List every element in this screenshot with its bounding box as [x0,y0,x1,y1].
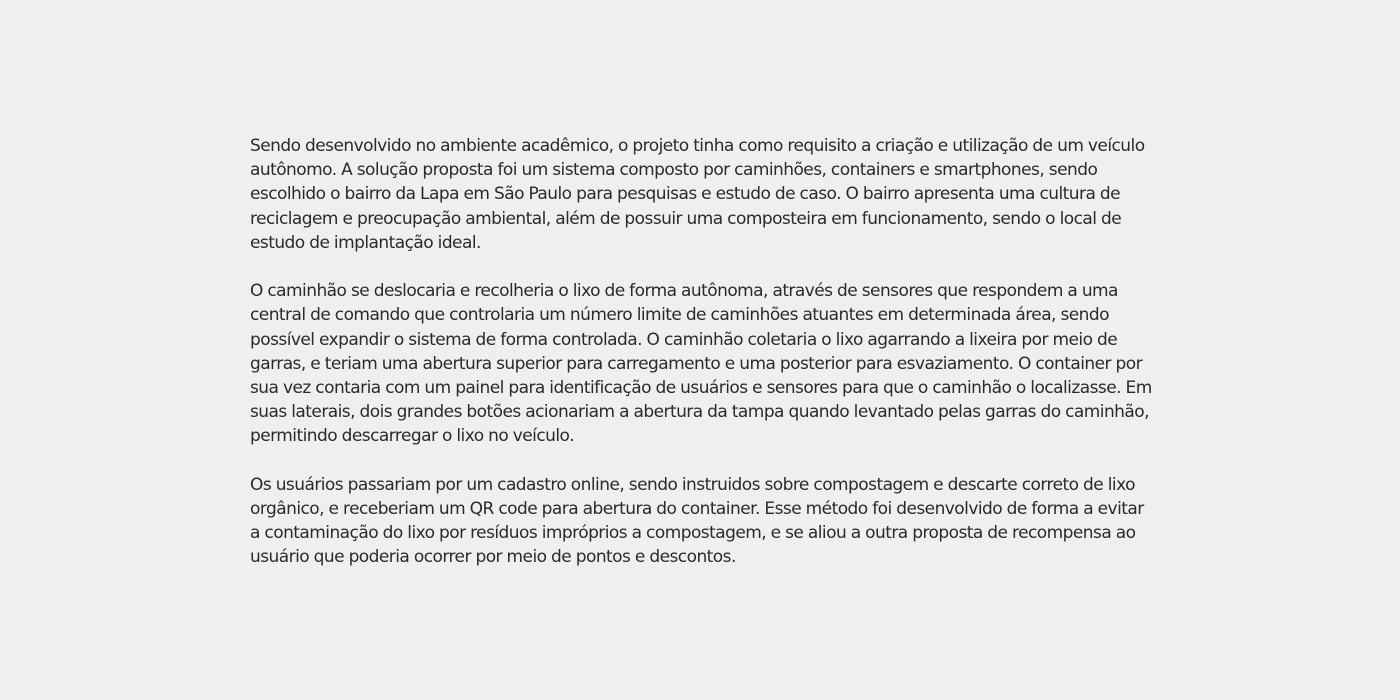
text-line: garras, e teriam uma abertura superior para carregamento e uma posterior para esvaziamento. O container por [250,353,1143,374]
text-line: Os usuários passariam por um cadastro online, sendo instruidos sobre compostagem e descarte correto de lixo [250,474,1135,495]
text-line: O caminhão se deslocaria e recolheria o lixo de forma autônoma, através de sensores que respondem a uma [250,281,1118,302]
paragraph-3 [250,473,1150,570]
text-line: permitindo descarregar o lixo no veículo. [250,426,574,447]
text-line: reciclagem e preocupação ambiental, além de possuir uma composteira em funcionamento, sendo o local de [250,208,1122,229]
paragraph-1 [250,134,1150,255]
paragraph-2 [250,279,1150,448]
text-line: usuário que poderia ocorrer por meio de pontos e descontos. [250,547,736,568]
text-line: sua vez contaria com um painel para identificação de usuários e sensores para que o caminhão o localizasse. Em [250,378,1152,399]
text-line: suas laterais, dois grandes botões acionariam a abertura da tampa quando levantado pelas garras do caminhão, [250,402,1149,423]
article-body [250,134,1150,594]
text-line: orgânico, e receberiam um QR code para abertura do container. Esse método foi desenvolvido de forma a evitar [250,499,1144,520]
text-line: escolhido o bairro da Lapa em São Paulo para pesquisas e estudo de caso. O bairro apresenta uma cultura de [250,184,1121,205]
text-line: autônomo. A solução proposta foi um sistema composto por caminhões, containers e smartphones, sendo [250,160,1098,181]
text-line: possível expandir o sistema de forma controlada. O caminhão coletaria o lixo agarrando a lixeira por meio de [250,329,1118,350]
text-line: estudo de implantação ideal. [250,232,481,253]
text-line: central de comando que controlaria um número limite de caminhões atuantes em determinada área, sendo [250,305,1110,326]
text-line: Sendo desenvolvido no ambiente acadêmico, o projeto tinha como requisito a criação e utilização de um veículo [250,136,1145,156]
text-line: a contaminação do lixo por resíduos impróprios a compostagem, e se aliou a outra proposta de recompensa ao [250,523,1136,544]
